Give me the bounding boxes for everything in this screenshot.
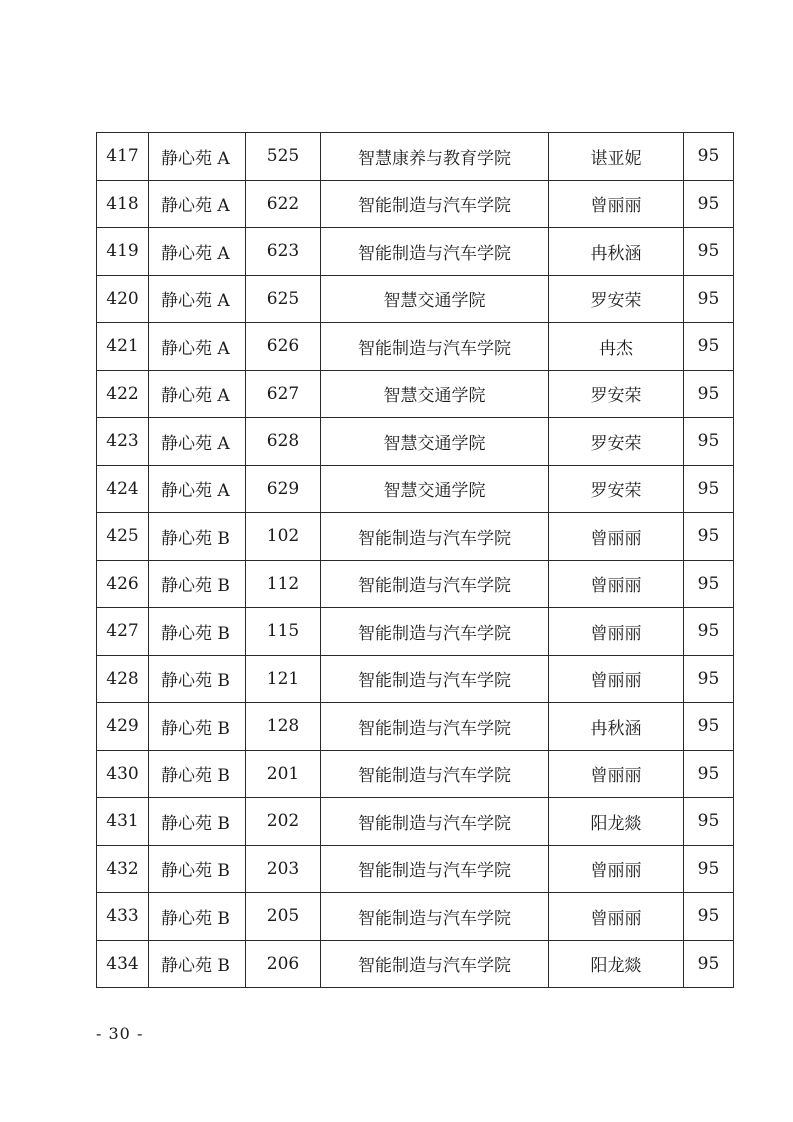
room-number-cell: 201 (246, 750, 321, 798)
score-cell: 95 (684, 228, 734, 276)
building-cell: 静心苑 B (149, 703, 246, 751)
college-cell: 智能制造与汽车学院 (321, 323, 549, 371)
college-cell: 智能制造与汽车学院 (321, 608, 549, 656)
college-cell: 智能制造与汽车学院 (321, 703, 549, 751)
score-cell: 95 (684, 893, 734, 941)
counselor-cell: 阳龙燚 (549, 798, 684, 846)
row-index-cell: 432 (97, 845, 149, 893)
row-index-cell: 422 (97, 370, 149, 418)
table-row (97, 228, 734, 276)
score-cell: 95 (684, 940, 734, 988)
building-cell: 静心苑 B (149, 845, 246, 893)
counselor-cell: 阳龙燚 (549, 940, 684, 988)
score-cell: 95 (684, 275, 734, 323)
row-index-cell: 420 (97, 275, 149, 323)
counselor-cell: 谌亚妮 (549, 133, 684, 181)
room-number-cell: 627 (246, 370, 321, 418)
room-number-cell: 112 (246, 560, 321, 608)
row-index-cell: 430 (97, 750, 149, 798)
room-number-cell: 629 (246, 465, 321, 513)
row-index-cell: 433 (97, 893, 149, 941)
room-number-cell: 626 (246, 323, 321, 371)
score-cell: 95 (684, 750, 734, 798)
counselor-cell: 曾丽丽 (549, 513, 684, 561)
counselor-cell: 曾丽丽 (549, 750, 684, 798)
building-cell: 静心苑 B (149, 608, 246, 656)
table-body (97, 133, 734, 988)
table-row (97, 370, 734, 418)
room-number-cell: 203 (246, 845, 321, 893)
table-row (97, 655, 734, 703)
table-row (97, 703, 734, 751)
score-cell: 95 (684, 845, 734, 893)
score-cell: 95 (684, 798, 734, 846)
counselor-cell: 冉秋涵 (549, 228, 684, 276)
score-cell: 95 (684, 133, 734, 181)
room-number-cell: 628 (246, 418, 321, 466)
counselor-cell: 罗安荣 (549, 370, 684, 418)
room-number-cell: 102 (246, 513, 321, 561)
row-index-cell: 427 (97, 608, 149, 656)
row-index-cell: 423 (97, 418, 149, 466)
table-row (97, 323, 734, 371)
building-cell: 静心苑 B (149, 560, 246, 608)
score-cell: 95 (684, 323, 734, 371)
table-row (97, 133, 734, 181)
score-cell: 95 (684, 703, 734, 751)
counselor-cell: 曾丽丽 (549, 180, 684, 228)
row-index-cell: 425 (97, 513, 149, 561)
row-index-cell: 421 (97, 323, 149, 371)
room-number-cell: 205 (246, 893, 321, 941)
room-number-cell: 623 (246, 228, 321, 276)
college-cell: 智慧交通学院 (321, 418, 549, 466)
counselor-cell: 冉秋涵 (549, 703, 684, 751)
score-cell: 95 (684, 370, 734, 418)
building-cell: 静心苑 A (149, 323, 246, 371)
college-cell: 智能制造与汽车学院 (321, 940, 549, 988)
room-number-cell: 625 (246, 275, 321, 323)
score-cell: 95 (684, 418, 734, 466)
row-index-cell: 424 (97, 465, 149, 513)
counselor-cell: 罗安荣 (549, 418, 684, 466)
table-row (97, 798, 734, 846)
table-row (97, 180, 734, 228)
table-row (97, 893, 734, 941)
table-row (97, 940, 734, 988)
building-cell: 静心苑 B (149, 750, 246, 798)
building-cell: 静心苑 A (149, 370, 246, 418)
room-number-cell: 525 (246, 133, 321, 181)
college-cell: 智能制造与汽车学院 (321, 228, 549, 276)
counselor-cell: 罗安荣 (549, 465, 684, 513)
row-index-cell: 418 (97, 180, 149, 228)
row-index-cell: 419 (97, 228, 149, 276)
counselor-cell: 曾丽丽 (549, 560, 684, 608)
counselor-cell: 曾丽丽 (549, 608, 684, 656)
row-index-cell: 428 (97, 655, 149, 703)
college-cell: 智慧交通学院 (321, 370, 549, 418)
building-cell: 静心苑 B (149, 940, 246, 988)
counselor-cell: 曾丽丽 (549, 893, 684, 941)
page-number: - 30 - (96, 1024, 144, 1043)
counselor-cell: 罗安荣 (549, 275, 684, 323)
college-cell: 智能制造与汽车学院 (321, 798, 549, 846)
row-index-cell: 431 (97, 798, 149, 846)
college-cell: 智能制造与汽车学院 (321, 845, 549, 893)
room-number-cell: 115 (246, 608, 321, 656)
college-cell: 智慧交通学院 (321, 465, 549, 513)
building-cell: 静心苑 A (149, 133, 246, 181)
table-row (97, 750, 734, 798)
building-cell: 静心苑 B (149, 513, 246, 561)
score-cell: 95 (684, 465, 734, 513)
row-index-cell: 417 (97, 133, 149, 181)
building-cell: 静心苑 B (149, 655, 246, 703)
table-row (97, 465, 734, 513)
row-index-cell: 426 (97, 560, 149, 608)
college-cell: 智慧交通学院 (321, 275, 549, 323)
building-cell: 静心苑 A (149, 228, 246, 276)
score-cell: 95 (684, 608, 734, 656)
row-index-cell: 434 (97, 940, 149, 988)
building-cell: 静心苑 B (149, 798, 246, 846)
table-row (97, 513, 734, 561)
score-cell: 95 (684, 655, 734, 703)
table-row (97, 845, 734, 893)
room-number-cell: 128 (246, 703, 321, 751)
college-cell: 智慧康养与教育学院 (321, 133, 549, 181)
college-cell: 智能制造与汽车学院 (321, 750, 549, 798)
college-cell: 智能制造与汽车学院 (321, 655, 549, 703)
counselor-cell: 曾丽丽 (549, 655, 684, 703)
building-cell: 静心苑 A (149, 465, 246, 513)
building-cell: 静心苑 B (149, 893, 246, 941)
building-cell: 静心苑 A (149, 275, 246, 323)
college-cell: 智能制造与汽车学院 (321, 893, 549, 941)
table-row (97, 608, 734, 656)
table-row (97, 560, 734, 608)
college-cell: 智能制造与汽车学院 (321, 180, 549, 228)
building-cell: 静心苑 A (149, 418, 246, 466)
score-cell: 95 (684, 513, 734, 561)
building-cell: 静心苑 A (149, 180, 246, 228)
counselor-cell: 冉杰 (549, 323, 684, 371)
score-cell: 95 (684, 560, 734, 608)
counselor-cell: 曾丽丽 (549, 845, 684, 893)
college-cell: 智能制造与汽车学院 (321, 513, 549, 561)
room-number-cell: 622 (246, 180, 321, 228)
table-row (97, 275, 734, 323)
room-number-cell: 121 (246, 655, 321, 703)
room-number-cell: 202 (246, 798, 321, 846)
table-row (97, 418, 734, 466)
room-number-cell: 206 (246, 940, 321, 988)
score-cell: 95 (684, 180, 734, 228)
row-index-cell: 429 (97, 703, 149, 751)
college-cell: 智能制造与汽车学院 (321, 560, 549, 608)
dormitory-score-table (96, 132, 734, 988)
